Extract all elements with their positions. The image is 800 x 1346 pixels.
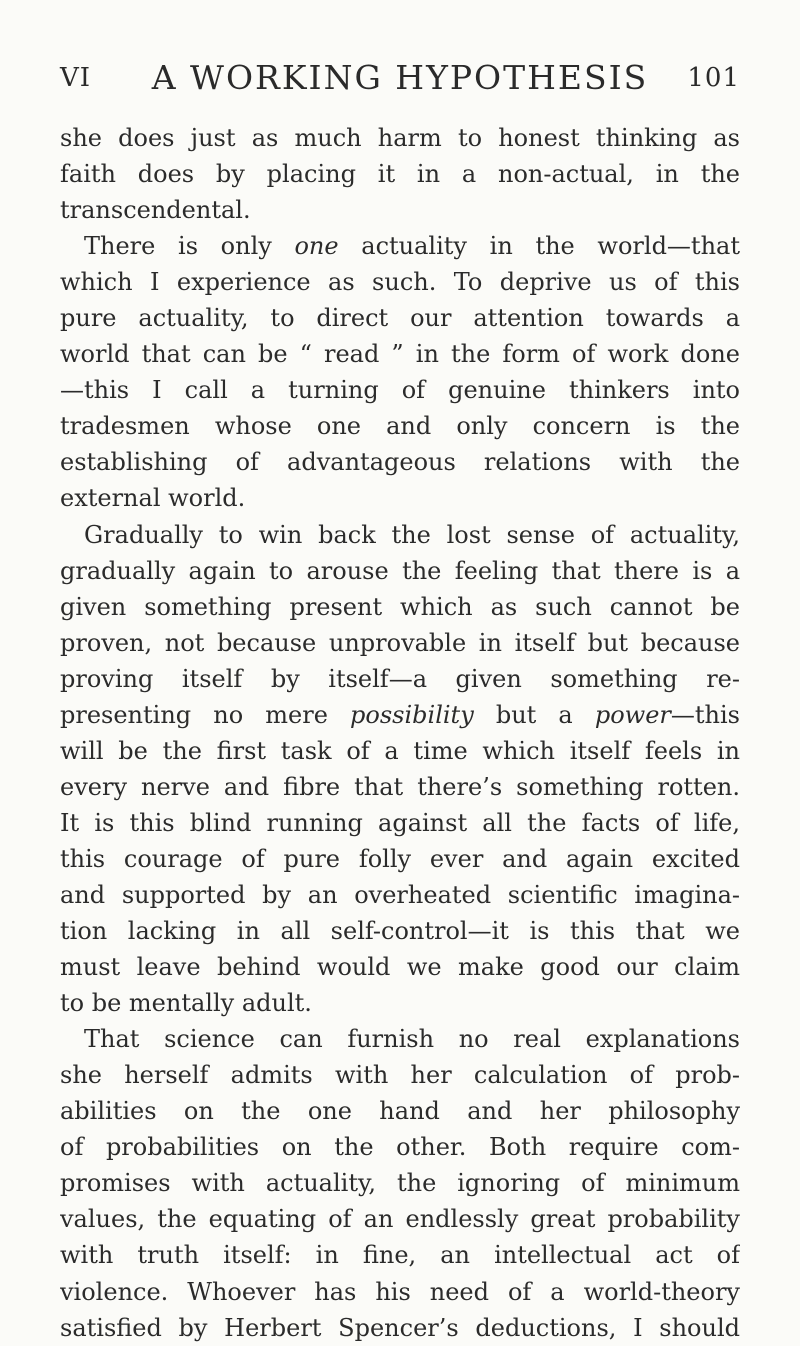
text-line: this courage of pure folly ever and again excited bbox=[60, 844, 740, 873]
italic-text: power bbox=[594, 700, 671, 729]
text-line: given something present which as such cannot be bbox=[60, 592, 740, 621]
text-segment: There is only bbox=[84, 232, 295, 261]
text-line bbox=[60, 697, 740, 733]
text-line: world that can be “ read ” in the form of work done bbox=[60, 340, 740, 369]
text-line: values, the equating of an endlessly great probability bbox=[60, 1205, 740, 1234]
text-segment: but a bbox=[473, 700, 595, 729]
text-segment: —this bbox=[670, 700, 740, 729]
text-line: abilities on the one hand and her philosophy bbox=[60, 1097, 740, 1126]
text-line: Gradually to win back the lost sense of actuality, bbox=[84, 520, 740, 549]
running-head bbox=[60, 58, 740, 98]
text-line: That science can furnish no real explanations bbox=[84, 1025, 740, 1054]
text-line bbox=[60, 228, 740, 264]
text-line: to be mentally adult. bbox=[60, 989, 312, 1018]
text-line: every nerve and fibre that there’s something rotten. bbox=[60, 772, 740, 801]
text-line: will be the first task of a time which itself feels in bbox=[60, 736, 740, 765]
page-number: 101 bbox=[687, 63, 740, 93]
text-line: faith does by placing it in a non-actual, in the bbox=[60, 160, 740, 189]
text-line: tradesmen whose one and only concern is the bbox=[60, 412, 740, 441]
chapter-number: VI bbox=[60, 63, 92, 93]
text-line: promises with actuality, the ignoring of minimum bbox=[60, 1169, 740, 1198]
text-line: of probabilities on the other. Both require com- bbox=[60, 1133, 740, 1162]
body-text bbox=[60, 120, 740, 1346]
text-line: must leave behind would we make good our claim bbox=[60, 953, 740, 982]
text-segment: presenting no mere bbox=[60, 700, 351, 729]
italic-text: possibility bbox=[350, 700, 474, 729]
italic-text: one bbox=[294, 232, 339, 261]
running-title: A WORKING HYPOTHESIS bbox=[151, 58, 649, 97]
text-line: gradually again to arouse the feeling that there is a bbox=[60, 556, 740, 585]
text-line: proving itself by itself—a given something re- bbox=[60, 664, 740, 693]
text-line: violence. Whoever has his need of a world-theory bbox=[60, 1277, 740, 1306]
text-line: she herself admits with her calculation of prob- bbox=[60, 1061, 740, 1090]
text-line: satisfied by Herbert Spencer’s deductions, I should bbox=[60, 1313, 740, 1342]
text-line: external world. bbox=[60, 484, 246, 513]
text-line: and supported by an overheated scientific imagina- bbox=[60, 880, 740, 909]
text-line: tion lacking in all self-control—it is this that we bbox=[60, 917, 740, 946]
text-line: she does just as much harm to honest thinking as bbox=[60, 124, 740, 152]
text-line: with truth itself: in fine, an intellectual act of bbox=[60, 1241, 740, 1270]
text-segment: actuality in the world—that bbox=[338, 232, 740, 261]
text-line: proven, not because unprovable in itself but because bbox=[60, 628, 740, 657]
text-line: pure actuality, to direct our attention towards a bbox=[60, 304, 740, 333]
text-line: which I experience as such. To deprive us of this bbox=[60, 268, 740, 297]
text-line: establishing of advantageous relations with the bbox=[60, 448, 740, 477]
text-line: —this I call a turning of genuine thinkers into bbox=[60, 376, 740, 405]
text-line: transcendental. bbox=[60, 196, 251, 225]
text-line: It is this blind running against all the facts of life, bbox=[60, 808, 740, 837]
